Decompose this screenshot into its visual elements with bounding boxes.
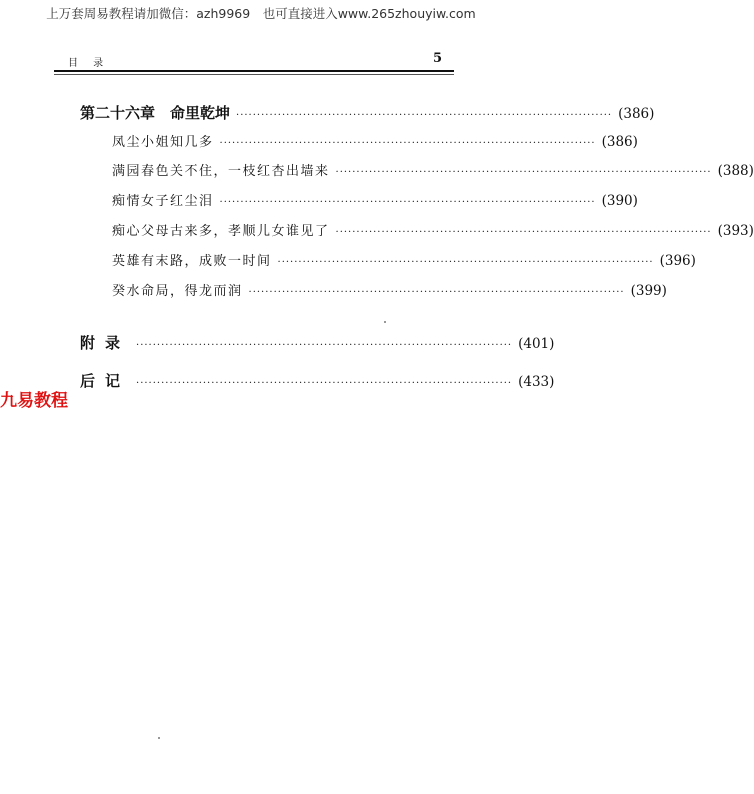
toc-leader-dots: ··························································································: [335, 227, 712, 238]
toc-chapter-title: 第二十六章 命里乾坤: [80, 104, 231, 122]
toc-appendix-title: 附录: [80, 334, 131, 352]
toc-page-ref: (386): [618, 106, 655, 122]
toc-afterword-title: 后记: [80, 372, 131, 390]
toc-leader-dots: ··························································································: [136, 340, 513, 351]
toc-leader-dots: ··························································································: [236, 110, 613, 121]
toc-afterword: [80, 370, 555, 391]
toc-page-ref: (401): [518, 336, 555, 352]
toc-chapter-26: [80, 102, 655, 123]
toc-page-ref: (393): [717, 223, 754, 239]
toc-page-ref: (433): [518, 374, 555, 390]
toc-entry: [112, 160, 754, 179]
scan-speck: [384, 321, 386, 323]
toc-entry-title: 痴心父母古来多，孝顺儿女谁见了: [112, 224, 330, 239]
toc-appendix: [80, 332, 555, 353]
scan-speck: [158, 737, 160, 739]
toc-page-ref: (388): [717, 163, 754, 179]
toc-entry-title: 痴情女子红尘泪: [112, 194, 214, 209]
toc-entry-title: 凤尘小姐知几多: [112, 135, 214, 150]
toc-entry: [112, 250, 696, 269]
toc-entry: [112, 280, 667, 299]
toc-entry: [112, 190, 638, 209]
toc-leader-dots: ··························································································: [136, 378, 513, 389]
top-banner-text: 上万套周易教程请加微信：azh9969 也可直接进入www.265zhouyiw.com: [46, 6, 476, 21]
toc-leader-dots: ··························································································: [248, 287, 625, 298]
header-rule-thick: [54, 70, 454, 72]
header-rule-thin: [54, 74, 454, 75]
header-section-label: 目 录: [68, 58, 110, 69]
toc-page-ref: (399): [630, 283, 667, 299]
toc-leader-dots: ··························································································: [219, 138, 596, 149]
toc-leader-dots: ··························································································: [277, 257, 654, 268]
toc-entry-title: 英雄有末路，成败一时间: [112, 254, 272, 269]
toc-entry-title: 满园春色关不住，一枝红杏出墙来: [112, 164, 330, 179]
toc-entry: [112, 131, 638, 150]
toc-entry: [112, 220, 754, 239]
watermark-text: 九易教程: [0, 391, 68, 411]
toc-page-ref: (396): [659, 253, 696, 269]
toc-page-ref: (386): [601, 134, 638, 150]
toc-page-ref: (390): [601, 193, 638, 209]
toc-entry-title: 癸水命局，得龙而润: [112, 284, 243, 299]
toc-leader-dots: ··························································································: [335, 167, 712, 178]
toc-leader-dots: ··························································································: [219, 197, 596, 208]
page-number: 5: [432, 51, 442, 66]
